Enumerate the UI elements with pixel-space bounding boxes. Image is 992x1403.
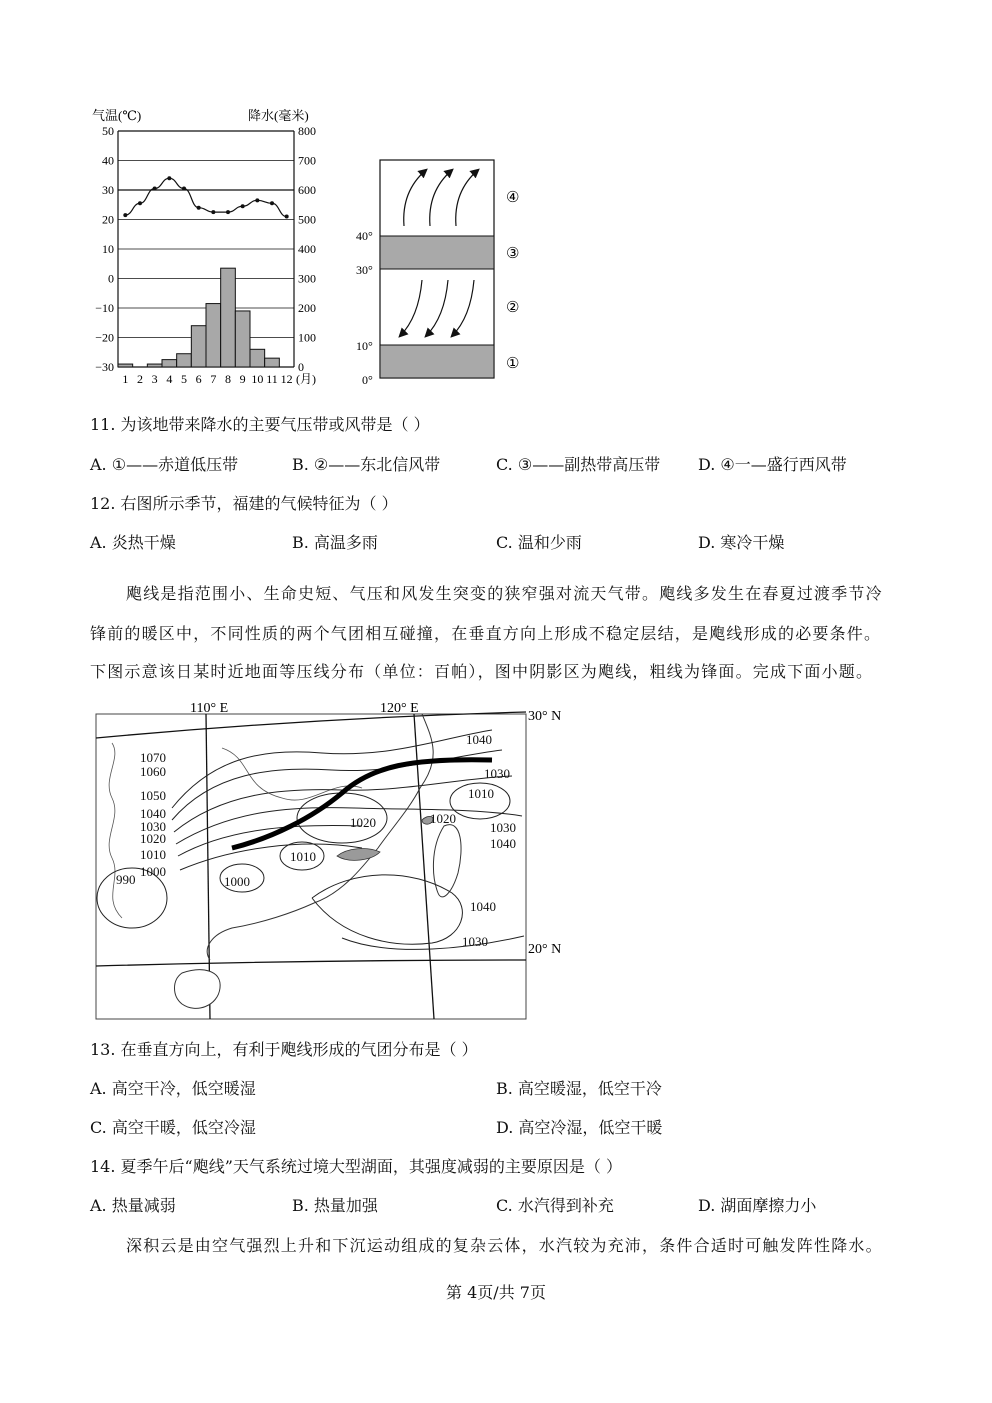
isobar-label: 1050 xyxy=(140,788,166,803)
zone-label: ② xyxy=(506,300,520,316)
isobar-label: 1000 xyxy=(140,864,166,879)
passage-line-2: 锋前的暖区中，不同性质的两个气团相互碰撞，在垂直方向上形成不稳定层结，是飑线形成的必要条件。 xyxy=(90,624,882,643)
lat-label: 40° xyxy=(356,229,373,243)
question-12-stem: 12. 右图所示季节，福建的气候特征为（ ） xyxy=(90,494,398,513)
precip-bar xyxy=(191,326,206,367)
isobar-label: 1030 xyxy=(462,934,488,949)
temp-point xyxy=(285,215,289,219)
q14-option-b[interactable]: B. 热量加强 xyxy=(292,1196,378,1215)
precip-tick-label: 100 xyxy=(298,330,316,345)
temp-point xyxy=(167,176,171,180)
temp-tick-label: 40 xyxy=(102,153,114,168)
precip-bar xyxy=(250,349,265,367)
q11-option-a[interactable]: A. ①——赤道低压带 xyxy=(90,455,239,474)
month-tick-label: 1 xyxy=(122,372,129,386)
month-tick-label: 10 xyxy=(251,372,264,386)
q13-option-b[interactable]: B. 高空暖湿，低空干冷 xyxy=(496,1079,662,1098)
question-13-stem: 13. 在垂直方向上，有利于飑线形成的气团分布是（ ） xyxy=(90,1040,478,1059)
passage-line-1: 飑线是指范围小、生命史短、气压和风发生突变的狭窄强对流天气带。飑线多发生在春夏过渡季节冷 xyxy=(126,584,883,603)
lat-label: 0° xyxy=(362,373,373,387)
passage-line-3: 下图示意该日某时近地面等压线分布（单位：百帕），图中阴影区为飑线，粗线为锋面。完成下面小题。 xyxy=(90,662,874,681)
temp-point xyxy=(197,206,201,210)
precip-bar xyxy=(147,364,162,367)
isobar-label: 1010 xyxy=(140,847,166,862)
isobar-label: 1040 xyxy=(466,732,492,747)
q12-option-a[interactable]: A. 炎热干燥 xyxy=(90,533,176,552)
isobar-label: 1000 xyxy=(224,874,250,889)
temp-point xyxy=(255,198,259,202)
precip-bars xyxy=(118,268,279,367)
temp-tick-label: 0 xyxy=(108,271,114,286)
isobar-label: 1030 xyxy=(484,766,510,781)
zone-label: ④ xyxy=(506,190,520,206)
q12-option-b[interactable]: B. 高温多雨 xyxy=(292,533,378,552)
temp-line xyxy=(123,176,288,218)
isobar-label: 1010 xyxy=(290,849,316,864)
isobar-label: 1020 xyxy=(350,815,376,830)
precip-bar xyxy=(221,268,236,367)
temp-point xyxy=(270,201,274,205)
precip-bar xyxy=(206,304,221,367)
month-tick-label: 12 xyxy=(280,372,293,386)
lat-label: 30° N xyxy=(528,709,562,724)
lat-label: 30° xyxy=(356,263,373,277)
month-unit-label: (月) xyxy=(296,372,316,386)
temp-point xyxy=(226,210,230,214)
month-tick-label: 4 xyxy=(166,372,173,386)
lon-label: 120° E xyxy=(380,701,419,716)
temp-curve xyxy=(125,178,286,216)
q13-option-a[interactable]: A. 高空干冷，低空暖湿 xyxy=(90,1079,256,1098)
precip-tick-label: 500 xyxy=(298,212,316,227)
lat-label: 10° xyxy=(356,339,373,353)
precip-bar xyxy=(118,364,133,367)
month-tick-label: 11 xyxy=(266,372,278,386)
pressure-wind-belt-diagram xyxy=(352,150,542,390)
temp-point xyxy=(241,204,245,208)
lon-label: 110° E xyxy=(190,701,229,716)
precip-tick-label: 800 xyxy=(298,124,316,138)
temp-tick-label: 10 xyxy=(102,242,114,256)
month-tick-label: 5 xyxy=(181,372,187,386)
temp-axis-title: 气温(℃) xyxy=(92,108,142,123)
q11-option-c[interactable]: C. ③——副热带高压带 xyxy=(496,455,661,474)
isobar-label: 1030 xyxy=(140,819,166,834)
q12-option-c[interactable]: C. 温和少雨 xyxy=(496,533,582,552)
isobar-label: 1030 xyxy=(490,820,516,835)
precip-tick-label: 400 xyxy=(298,242,316,256)
month-tick-label: 8 xyxy=(225,372,231,386)
lat-label: 20° N xyxy=(528,942,562,957)
precip-bar xyxy=(177,354,192,367)
precip-axis-title: 降水(毫米) xyxy=(248,108,309,123)
isobar-label: 1020 xyxy=(140,831,166,846)
q14-option-c[interactable]: C. 水汽得到补充 xyxy=(496,1196,614,1215)
precip-tick-label: 600 xyxy=(298,183,316,197)
precip-bar xyxy=(235,311,250,367)
temp-tick-label: −10 xyxy=(95,301,114,315)
isobar-label: 1040 xyxy=(140,806,166,821)
temp-point xyxy=(123,213,127,217)
temp-tick-label: −20 xyxy=(95,330,114,345)
q12-option-d[interactable]: D. 寒冷干燥 xyxy=(698,533,785,552)
isobar-label: 1040 xyxy=(470,899,496,914)
isobar-label: 1070 xyxy=(140,750,166,765)
q14-option-d[interactable]: D. 湖面摩擦力小 xyxy=(698,1196,817,1215)
isobar-map xyxy=(92,698,582,1023)
month-tick-label: 3 xyxy=(151,372,158,386)
precip-tick-label: 300 xyxy=(298,271,316,286)
temp-tick-label: −30 xyxy=(95,360,114,374)
q11-option-b[interactable]: B. ②——东北信风带 xyxy=(292,455,441,474)
temp-point xyxy=(211,210,215,214)
isobar-label: 1010 xyxy=(468,786,494,801)
q13-option-d[interactable]: D. 高空冷湿，低空干暖 xyxy=(496,1118,663,1137)
precip-tick-label: 200 xyxy=(298,301,316,315)
zone-label: ③ xyxy=(506,246,520,262)
month-tick-label: 2 xyxy=(137,372,143,386)
temp-point xyxy=(138,201,142,205)
precip-bar xyxy=(265,358,280,367)
climate-chart xyxy=(88,100,338,390)
zone-label: ① xyxy=(506,356,520,372)
isobar-label: 1040 xyxy=(490,836,516,851)
page-footer: 第 4页/共 7页 xyxy=(446,1283,546,1302)
temp-tick-label: 50 xyxy=(102,124,114,138)
question-11-stem: 11. 为该地带来降水的主要气压带或风带是（ ） xyxy=(90,415,430,434)
temp-point xyxy=(182,187,186,191)
precip-bar xyxy=(162,360,177,367)
month-tick-label: 6 xyxy=(195,372,202,386)
precip-tick-label: 700 xyxy=(298,153,316,168)
q14-option-a[interactable]: A. 热量减弱 xyxy=(90,1196,176,1215)
temp-point xyxy=(153,187,157,191)
belt-zone-1 xyxy=(380,345,494,378)
tail-passage: 深积云是由空气强烈上升和下沉运动组成的复杂云体，水汽较为充沛，条件合适时可触发阵性降水。 xyxy=(126,1236,883,1255)
q11-option-d[interactable]: D. ④一—盛行西风带 xyxy=(698,455,847,474)
q13-option-c[interactable]: C. 高空干暖，低空冷湿 xyxy=(90,1118,256,1137)
temp-tick-label: 30 xyxy=(102,183,114,197)
precip-tick-label: 0 xyxy=(298,360,304,374)
temp-tick-label: 20 xyxy=(102,212,114,227)
month-tick-label: 7 xyxy=(210,372,217,386)
isobar-label: 990 xyxy=(116,872,136,887)
isobar-label: 1020 xyxy=(430,811,456,826)
isobar-label: 1060 xyxy=(140,764,166,779)
question-14-stem: 14. 夏季午后“飑线”天气系统过境大型湖面，其强度减弱的主要原因是（ ） xyxy=(90,1157,622,1176)
belt-zone-3 xyxy=(380,236,494,269)
month-tick-label: 9 xyxy=(239,372,246,386)
